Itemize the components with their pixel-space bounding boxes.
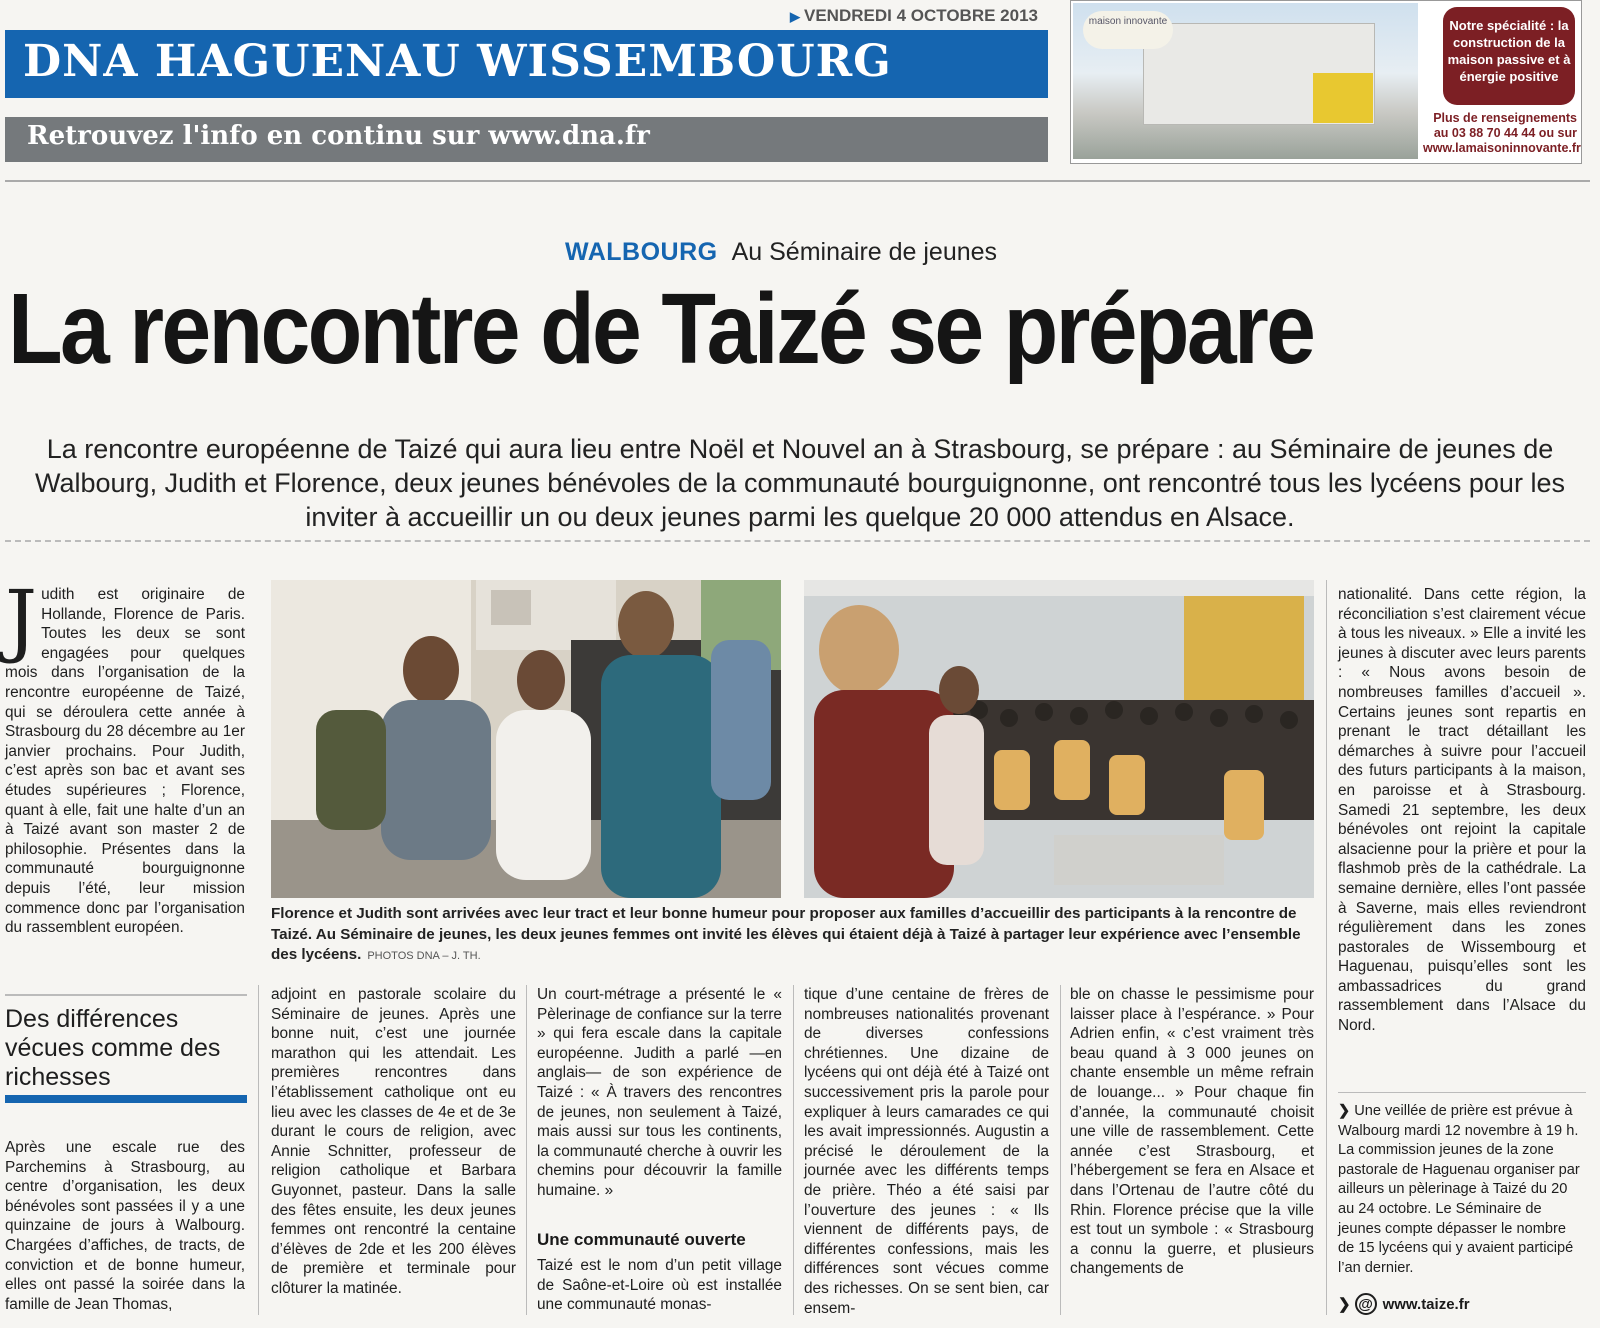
column-2: [271, 985, 516, 1299]
photo-assembly: [804, 580, 1314, 898]
ad-contact-line: au 03 88 70 44 44 ou sur: [1433, 126, 1577, 140]
info-note: [1338, 1102, 1586, 1278]
ad-logo: maison innovante: [1083, 11, 1173, 49]
info-bar[interactable]: [5, 117, 1048, 162]
ad-contact-line: Plus de renseignements: [1433, 111, 1577, 125]
ad-contact-url[interactable]: www.lamaisoninnovante.fr: [1423, 141, 1581, 155]
column-3-bottom: [537, 1256, 782, 1315]
body-text: ble on chasse le pessimisme pour laisser place à l’espérance. » Pour Adrien enfin, « c’est vraiment très beau quand à 3 000 jeunes on chante ensemble un même refrain de louange... » Pour chaque fin d’année, la communauté choisit une ville de rassemblement. Cette année c’est Strasbourg, et l’hébergement se fera en Alsace et dans l’Ortenau de l’autre côté du Rhin. Florence précise que la ville est tout un symbole : « Strasbourg a connu la guerre, et plusieurs changements de: [1070, 986, 1314, 1278]
column-1-top: [5, 573, 245, 938]
body-text: Un court-métrage a présenté le « Pèlerinage de confiance sur la terre » qui fera escale dans la capitale européenne. Judith a parlé —en anglais— de son expérience de Taizé : « À travers des rencontres de jeunes, non seulement à Taizé, mais aussi sur tous les continents, la communauté cherche à ouvrir les chemins pour découvrir la famille humaine. »: [537, 986, 782, 1199]
caption-text: Florence et Judith sont arrivées avec leur tract et leur bonne humeur pour proposer aux familles d’accueillir des participants à la rencontre de Taizé. Au Séminaire de jeunes, les deux jeunes femmes ont invité les élèves qui étaient déjà à Taizé à partager leur expérience avec l’ensemble des lycéens.: [271, 905, 1301, 963]
body-text: Taizé est le nom d’un petit village de Saône-et-Loire où est installée une communauté monas-: [537, 1257, 782, 1314]
subhead-top-rule: [5, 994, 247, 996]
body-text: Après une escale rue des Parchemins à Strasbourg, au centre d’organisation, les deux bénévoles sont passées il y a une quinzaine de jours à Walbourg. Chargées d’affiches, de tracts, de conviction et de bonne humeur, elles ont passé la soirée dans la famille de Jean Thomas,: [5, 1139, 245, 1313]
location-label: WALBOURG: [565, 238, 718, 266]
photo-volunteers: [271, 580, 781, 898]
issue-date: [790, 6, 1038, 26]
photo-credit: PHOTOS DNA – J. TH.: [367, 950, 481, 962]
chevron-right-icon: ❯: [1338, 1296, 1351, 1313]
column-separator: [1060, 985, 1061, 1315]
lead-paragraph: La rencontre européenne de Taizé qui aura lieu entre Noël et Nouvel an à Strasbourg, se prépare : au Séminaire de jeunes de Walbourg, Judith et Florence, deux jeunes bénévoles de la communauté bourguignonne, ont rencontré tous les lycéens pour les inviter à accueillir un ou deux jeunes parmi les quelque 20 000 attendus en Alsace.: [35, 434, 1565, 532]
column-separator: [526, 985, 527, 1315]
photo-volunteers-drawing: [271, 580, 781, 898]
at-sign-icon: @: [1355, 1293, 1377, 1315]
column-separator: [258, 985, 259, 1315]
body-text: adjoint en pastorale scolaire du Séminaire de jeunes. Après une bonne nuit, c’est une journée marathon qui les attendait. Les premières rencontres dans l’établissement catholique ont eu lieu avec les classes de 4e et de 3e durant le cours de religion, avec Annie Schnitter, professeur de religion catholique et Barbara Guyonnet, pasteur. Dans la salle des fêtes ensuite, les deux jeunes femmes ont rencontré la centaine d’élèves de 2de et les 200 élèves de première et terminale pour clôturer la matinée.: [271, 986, 516, 1297]
subheading: Des différences vécues comme des richesses: [5, 1005, 221, 1091]
masthead: [5, 30, 1048, 98]
column-1-bottom: [5, 1138, 245, 1314]
body-text: udith est originaire de Hollande, Florence de Paris. Toutes les deux se sont engagées pour quelques mois dans l’organisation de la rencontre européenne de Taizé, qui se déroulera cette année à Strasbourg du 28 décembre au 1er janvier prochains. Pour Judith, c’est après son bac et avant ses études supérieures ; Florence, quant à elle, fait une halte d’un an à Taizé avant son master 2 de philosophie. Présentes dans la communauté bourguignonne depuis l’été, leur mission commence donc par l’organisation du rassemblent européen.: [5, 586, 245, 937]
photo-assembly-drawing: [804, 580, 1314, 898]
photo-caption: [271, 904, 1314, 967]
column-4: [804, 985, 1049, 1318]
divider: [5, 180, 1590, 182]
info-bar-text[interactable]: Retrouvez l'info en continu sur www.dna.fr: [27, 121, 650, 151]
subheading-bar: [5, 1095, 247, 1103]
web-link-text[interactable]: www.taize.fr: [1382, 1296, 1470, 1313]
triangle-right-icon: ▶: [790, 9, 800, 24]
dashed-divider: [5, 540, 1590, 542]
house-annex-shape: [1313, 73, 1373, 123]
note-divider: [1338, 1092, 1586, 1093]
column-separator: [793, 985, 794, 1315]
chevron-right-icon: ❯: [1338, 1103, 1351, 1119]
column-6: [1338, 585, 1586, 1036]
ad-house-photo: [1073, 3, 1418, 159]
web-link[interactable]: [1338, 1293, 1586, 1315]
ad-badge: Notre spécialité : la construction de la maison passive et à énergie positive: [1443, 7, 1575, 105]
masthead-title: DNA HAGUENAU WISSEMBOURG: [23, 36, 892, 87]
body-text: nationalité. Dans cette région, la réconciliation s’est clairement vécue à tous les niveaux. » Elle a invité les jeunes à discuter avec leurs parents : « Nous avons besoin de nombreuses familles d’accueil ». Certains jeunes sont repartis en prenant le tract détaillant les démarches à suivre pour l’accueil des futurs participants à la maison, en paroisse et à Strasbourg. Samedi 21 septembre, les deux bénévoles ont rejoint la capitale alsacienne pour la prière et pour la flashmob près de la cathédrale. La semaine dernière, elles l’ont passée à Saverne, mais elles reviendront régulièrement dans les zones pastorales de Wissembourg et Haguenau, puisqu’elles sont les ambassadrices du grand rassemblement dans l’Alsace du Nord.: [1338, 586, 1586, 1035]
column-3: [537, 985, 782, 1201]
info-note-text: Une veillée de prière est prévue à Walbourg mardi 12 novembre à 19 h. La commission jeunes de la zone pastorale de Haguenau organiser par ailleurs un pèlerinage à Taizé du 20 au 24 octobre. Le Séminaire de jeunes compte dépasser le nombre de 15 lycéens qui y avaient participé l’an dernier.: [1338, 1103, 1580, 1276]
drop-cap: J: [5, 573, 38, 666]
kicker-text: Au Séminaire de jeunes: [731, 238, 998, 266]
intertitle: Une communauté ouverte: [537, 1230, 746, 1249]
advertisement[interactable]: [1070, 0, 1582, 164]
kicker: [565, 238, 997, 267]
issue-date-text: VENDREDI 4 OCTOBRE 2013: [804, 6, 1038, 25]
headline: La rencontre de Taizé se prépare: [8, 273, 1314, 385]
column-separator: [1326, 580, 1327, 1315]
body-text: tique d’une centaine de frères de nombreuses nationalités provenant de diverses confessions chrétiennes. Une dizaine de lycéens qui ont déjà été à Taizé ont successivement pris la parole pour expliquer à leurs camarades ce qui les avait impressionnés. Augustin a précisé le déroulement de la journée avec les différents temps de prière. Théo a été saisi par l’ouverture des jeunes : « Ils viennent de différents pays, de différentes confessions, mais les différences sont vécues comme des richesses. On se sent bien, car ensem-: [804, 986, 1049, 1317]
column-5: [1070, 985, 1314, 1279]
ad-contact: [1423, 111, 1581, 156]
